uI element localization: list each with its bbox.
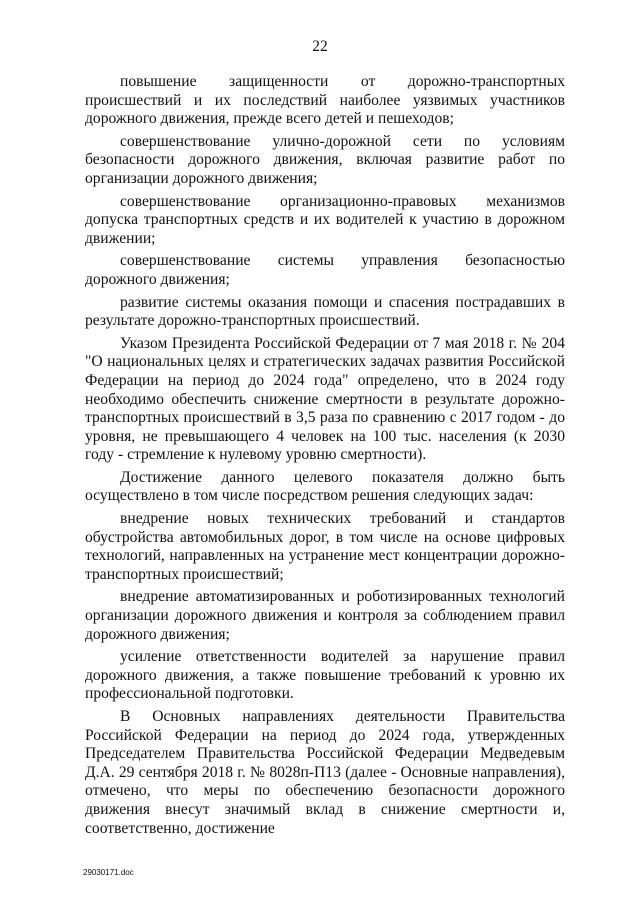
page-number: 22 — [312, 38, 328, 55]
paragraph-8: внедрение новых технических требований и стандартов обустройства автомобильных дорог, в том числе на основе цифровых технологий, направленных на устранение мест концентрации дорожно-транспортных происшествий; — [85, 510, 565, 583]
paragraph-3: совершенствование организационно-правовых механизмов допуска транспортных средств и их водителей к участию в дорожном движении; — [85, 192, 565, 247]
paragraph-5: развитие системы оказания помощи и спасения пострадавших в результате дорожно-транспортных происшествий. — [85, 293, 565, 330]
paragraph-7: Достижение данного целевого показателя должно быть осуществлено в том числе посредством решения следующих задач: — [85, 468, 565, 505]
footer-doc-id: 29030171.doc — [83, 868, 134, 877]
paragraph-6: Указом Президента Российской Федерации от 7 мая 2018 г. № 204 "О национальных целях и стратегических задачах развития Российской Федерации на период до 2024 года" определено, что в 2024 году необходимо обеспечить снижение смертности в результате дорожно-транспортных происшествий в 3,5 раза по сравнению с 2017 годом - до уровня, не превышающего 4 человек на 100 тыс. населения (к 2030 году - стремление к нулевому уровню смертности). — [85, 334, 565, 464]
paragraph-4: совершенствование системы управления безопасностью дорожного движения; — [85, 252, 565, 288]
paragraph-10: усиление ответственности водителей за нарушение правил дорожного движения, а также повышение требований к уровню их профессиональной подготовки. — [85, 648, 565, 703]
paragraph-2: совершенствование улично-дорожной сети по условиям безопасности дорожного движения, включая развитие работ по организации дорожного движения; — [85, 132, 565, 187]
paragraph-9: внедрение автоматизированных и роботизированных технологий организации дорожного движения и контроля за соблюдением правил дорожного движения; — [85, 588, 565, 643]
paragraph-1: повышение защищенности от дорожно-транспортных происшествий и их последствий наиболее уязвимых участников дорожного движения, прежде всего детей и пешеходов; — [85, 73, 565, 128]
paragraph-11: В Основных направлениях деятельности Правительства Российской Федерации на период до 2024 года, утвержденных Председателем Правительства Российской Федерации Медведевым Д.А. 29 сентября 2018 г. № 8028п-П13 (далее - Основные направления), отмечено, что меры по обеспечению безопасности дорожного движения внесут значимый вклад в снижение смертности и, соответственно, достижение — [85, 708, 565, 837]
document-body — [85, 73, 565, 838]
